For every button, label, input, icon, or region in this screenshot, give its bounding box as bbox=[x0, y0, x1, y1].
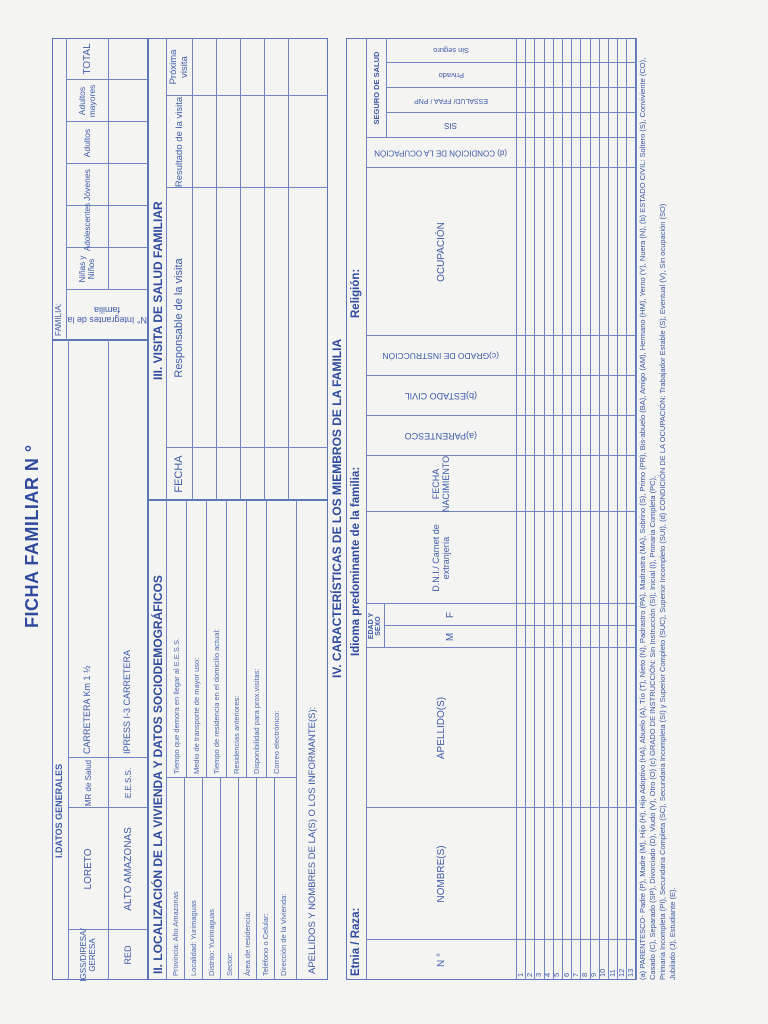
footnote-line-1: (a) PARENTESCO- Padre (P), Madre (M), Hijo (H), Hijo Adoptivo (HA), Abuelo (A), Tío (T), Nieto (N), Padrastro (PA), Madrastra (MA), Sobrino (S), Primo (PR), Bis-abuelo (BA), Amigo (AM), Hermano (HM), Yerno (Y), Nuera (N), (b) ESTADO CIVIL: Soltero (S), Conviviente (CO), Casado (C), Separado (SP), Divorciado (D), Viudo (V), Otro (O) (c) GRADO DE INSTRUCCIÓN: Sin Instrucción (SI), Inicial (I), Primaria Completa (PC), bbox=[638, 57, 657, 980]
red-value: ALTO AMAZONAS bbox=[122, 827, 134, 911]
member-row-line bbox=[544, 38, 545, 980]
member-row-number: 10 bbox=[598, 968, 608, 977]
eess-label: E.E.S.S. bbox=[123, 767, 133, 799]
member-row-line bbox=[525, 38, 526, 980]
member-row-number: 11 bbox=[607, 969, 617, 977]
footnote bbox=[638, 35, 678, 980]
miembros-heading: IV. CARACTERÍSTICAS DE LOS MIEMBROS DE LA FAMILIA bbox=[330, 338, 344, 678]
member-row-line bbox=[562, 38, 563, 980]
footnote-line-3: Jubilado (J), Estudiante (E). bbox=[668, 887, 677, 980]
member-row-line bbox=[617, 38, 618, 980]
member-row-number: 9 bbox=[589, 972, 599, 977]
member-row-number: 7 bbox=[570, 972, 580, 977]
col-adultos: Adultos bbox=[82, 128, 92, 158]
loc-correo: Correo electrónico: bbox=[272, 710, 281, 774]
visita-col-responsable: Responsable de la visita bbox=[173, 258, 185, 378]
member-row-number: 1 bbox=[515, 972, 525, 977]
familia-label: FAMILIA: bbox=[54, 303, 63, 336]
loc-localidad: Localidad: Yurimaguas bbox=[189, 900, 198, 976]
member-row-line bbox=[626, 38, 627, 980]
igss-value: LORETO bbox=[82, 848, 94, 890]
loc-tiempo-eess: Tiempo que demora en llegar al E.E.S.S. bbox=[172, 637, 181, 774]
localizacion-heading: II. LOCALIZACIÓN DE LA VIVIENDA Y DATOS SOCIODEMOGRÁFICOS bbox=[151, 575, 165, 974]
visita-col-fecha: FECHA bbox=[173, 455, 185, 493]
col-f: F bbox=[444, 611, 456, 619]
informantes-label: APELLIDOS Y NOMBRES DE LA(S) O LOS INFORMANTE(S): bbox=[307, 706, 318, 974]
col-sis: SIS bbox=[444, 121, 458, 130]
col-apellidos: APELLIDO(S) bbox=[435, 696, 447, 760]
col-ocupacion: OCUPACIÓN bbox=[435, 222, 447, 282]
localizacion-right bbox=[166, 500, 296, 778]
loc-tiempo-residencia: Tiempo de residencia en el domicilio actual: bbox=[212, 628, 221, 774]
member-row-number: 3 bbox=[533, 972, 543, 977]
col-seguro-salud: SEGURO DE SALUD bbox=[371, 51, 381, 125]
idioma-label: Idioma predominante de la familia: bbox=[350, 466, 362, 656]
member-row-line bbox=[571, 38, 572, 980]
member-row-number: 4 bbox=[543, 972, 553, 977]
col-adultos-mayores: Adultos mayores bbox=[77, 84, 97, 118]
member-row-number: 5 bbox=[552, 972, 562, 977]
col-ninos: Niñas y Niños bbox=[78, 255, 96, 283]
loc-distrito: Distrito: Yurimaguas bbox=[207, 909, 216, 976]
col-edad-sexo: EDAD Y SEXO bbox=[368, 612, 382, 640]
col-privado: Privado bbox=[438, 71, 464, 80]
col-essalud: ESSALUD/ FFAA / PNP bbox=[414, 97, 488, 104]
mr-value: CARRETERA Km 1 ½ bbox=[82, 665, 92, 754]
col-grado-instruccion: (c)GRADO DE INSTRUCCIÓN bbox=[382, 351, 500, 361]
col-n: N ° bbox=[435, 953, 447, 967]
col-sin-seguro: Sin seguro bbox=[433, 46, 469, 55]
member-row-line bbox=[534, 38, 535, 980]
visita-col-proxima: Próxima visita bbox=[168, 49, 190, 85]
member-row-line bbox=[636, 38, 637, 980]
red-label: RED bbox=[123, 945, 133, 965]
visita-heading: III. VISITA DE SALUD FAMILIAR bbox=[151, 201, 165, 380]
col-fecha-nac: FECHA NACIMIENTO bbox=[431, 455, 451, 513]
localizacion-left bbox=[166, 778, 296, 980]
loc-provincia: Provincia: Alto Amazonas bbox=[171, 891, 180, 976]
loc-direccion: Dirección de la Vivienda: bbox=[279, 893, 288, 976]
loc-residencias: Residencias anteriores: bbox=[232, 695, 241, 774]
member-row-number: 8 bbox=[579, 972, 589, 977]
eess-value: IPRESS I-3 CARRETERA bbox=[122, 649, 132, 754]
member-row-line bbox=[553, 38, 554, 980]
footnote-line-2: Primaria Incompleta (PI), Secundaria Completa (SC), Secundaria Incompleta (SI) y Superior Completo (SUC), Superior Incompleto (SUI), (d) CONDICIÓN DE LA OCUPACIÓN: Trabajador Estable (S), Eventual (V), Sin ocupación (SO) bbox=[658, 203, 667, 980]
loc-telefono: Teléfono o Celular: bbox=[261, 913, 270, 976]
family-form-sheet bbox=[16, 8, 736, 1008]
mr-label: MR de Salud bbox=[83, 759, 93, 807]
loc-sector: Sector: bbox=[225, 952, 234, 976]
loc-area: Área de residencia: bbox=[243, 911, 252, 976]
loc-transporte: Medio de transporte de mayor uso: bbox=[192, 657, 201, 774]
member-row-line bbox=[580, 38, 581, 980]
visita-col-resultado: Resultado de la visita bbox=[173, 96, 185, 188]
integrantes-label: N° Integrantes de la familia bbox=[67, 305, 147, 325]
datos-generales-heading: I.DATOS GENERALES bbox=[54, 763, 64, 858]
member-row-number: 6 bbox=[561, 972, 571, 977]
col-adolescentes: Adolescentes bbox=[82, 202, 92, 252]
religion-label: Religión: bbox=[350, 268, 362, 318]
col-jovenes: Jóvenes bbox=[82, 169, 92, 201]
etnia-label: Etnia / Raza: bbox=[350, 907, 362, 976]
col-dni: D.N.I./ Carnet de extranjería bbox=[431, 524, 451, 592]
member-row-line bbox=[590, 38, 591, 980]
col-m: M bbox=[444, 632, 456, 642]
igss-label: IGSS/DIRESA/ GERESA bbox=[79, 928, 97, 982]
col-nombres: NOMBRE(S) bbox=[435, 845, 447, 903]
member-row-line bbox=[608, 38, 609, 980]
member-row-line bbox=[599, 38, 600, 980]
member-row-number: 12 bbox=[616, 968, 626, 977]
member-row-number: 13 bbox=[625, 968, 635, 977]
form-title: FICHA FAMILIAR N ° bbox=[22, 444, 42, 628]
col-parentesco: (a)PARENTESCO bbox=[404, 431, 478, 441]
loc-disponibilidad: Disponibilidad para prox.visitas: bbox=[252, 668, 261, 774]
col-condicion-ocupacion: (d) CONDICIÓN DE LA OCUPACIÓN bbox=[374, 148, 508, 158]
col-total: TOTAL bbox=[81, 43, 93, 75]
member-row-number: 2 bbox=[524, 972, 534, 977]
col-estado-civil: (b)ESTADO CIVIL bbox=[404, 391, 478, 401]
